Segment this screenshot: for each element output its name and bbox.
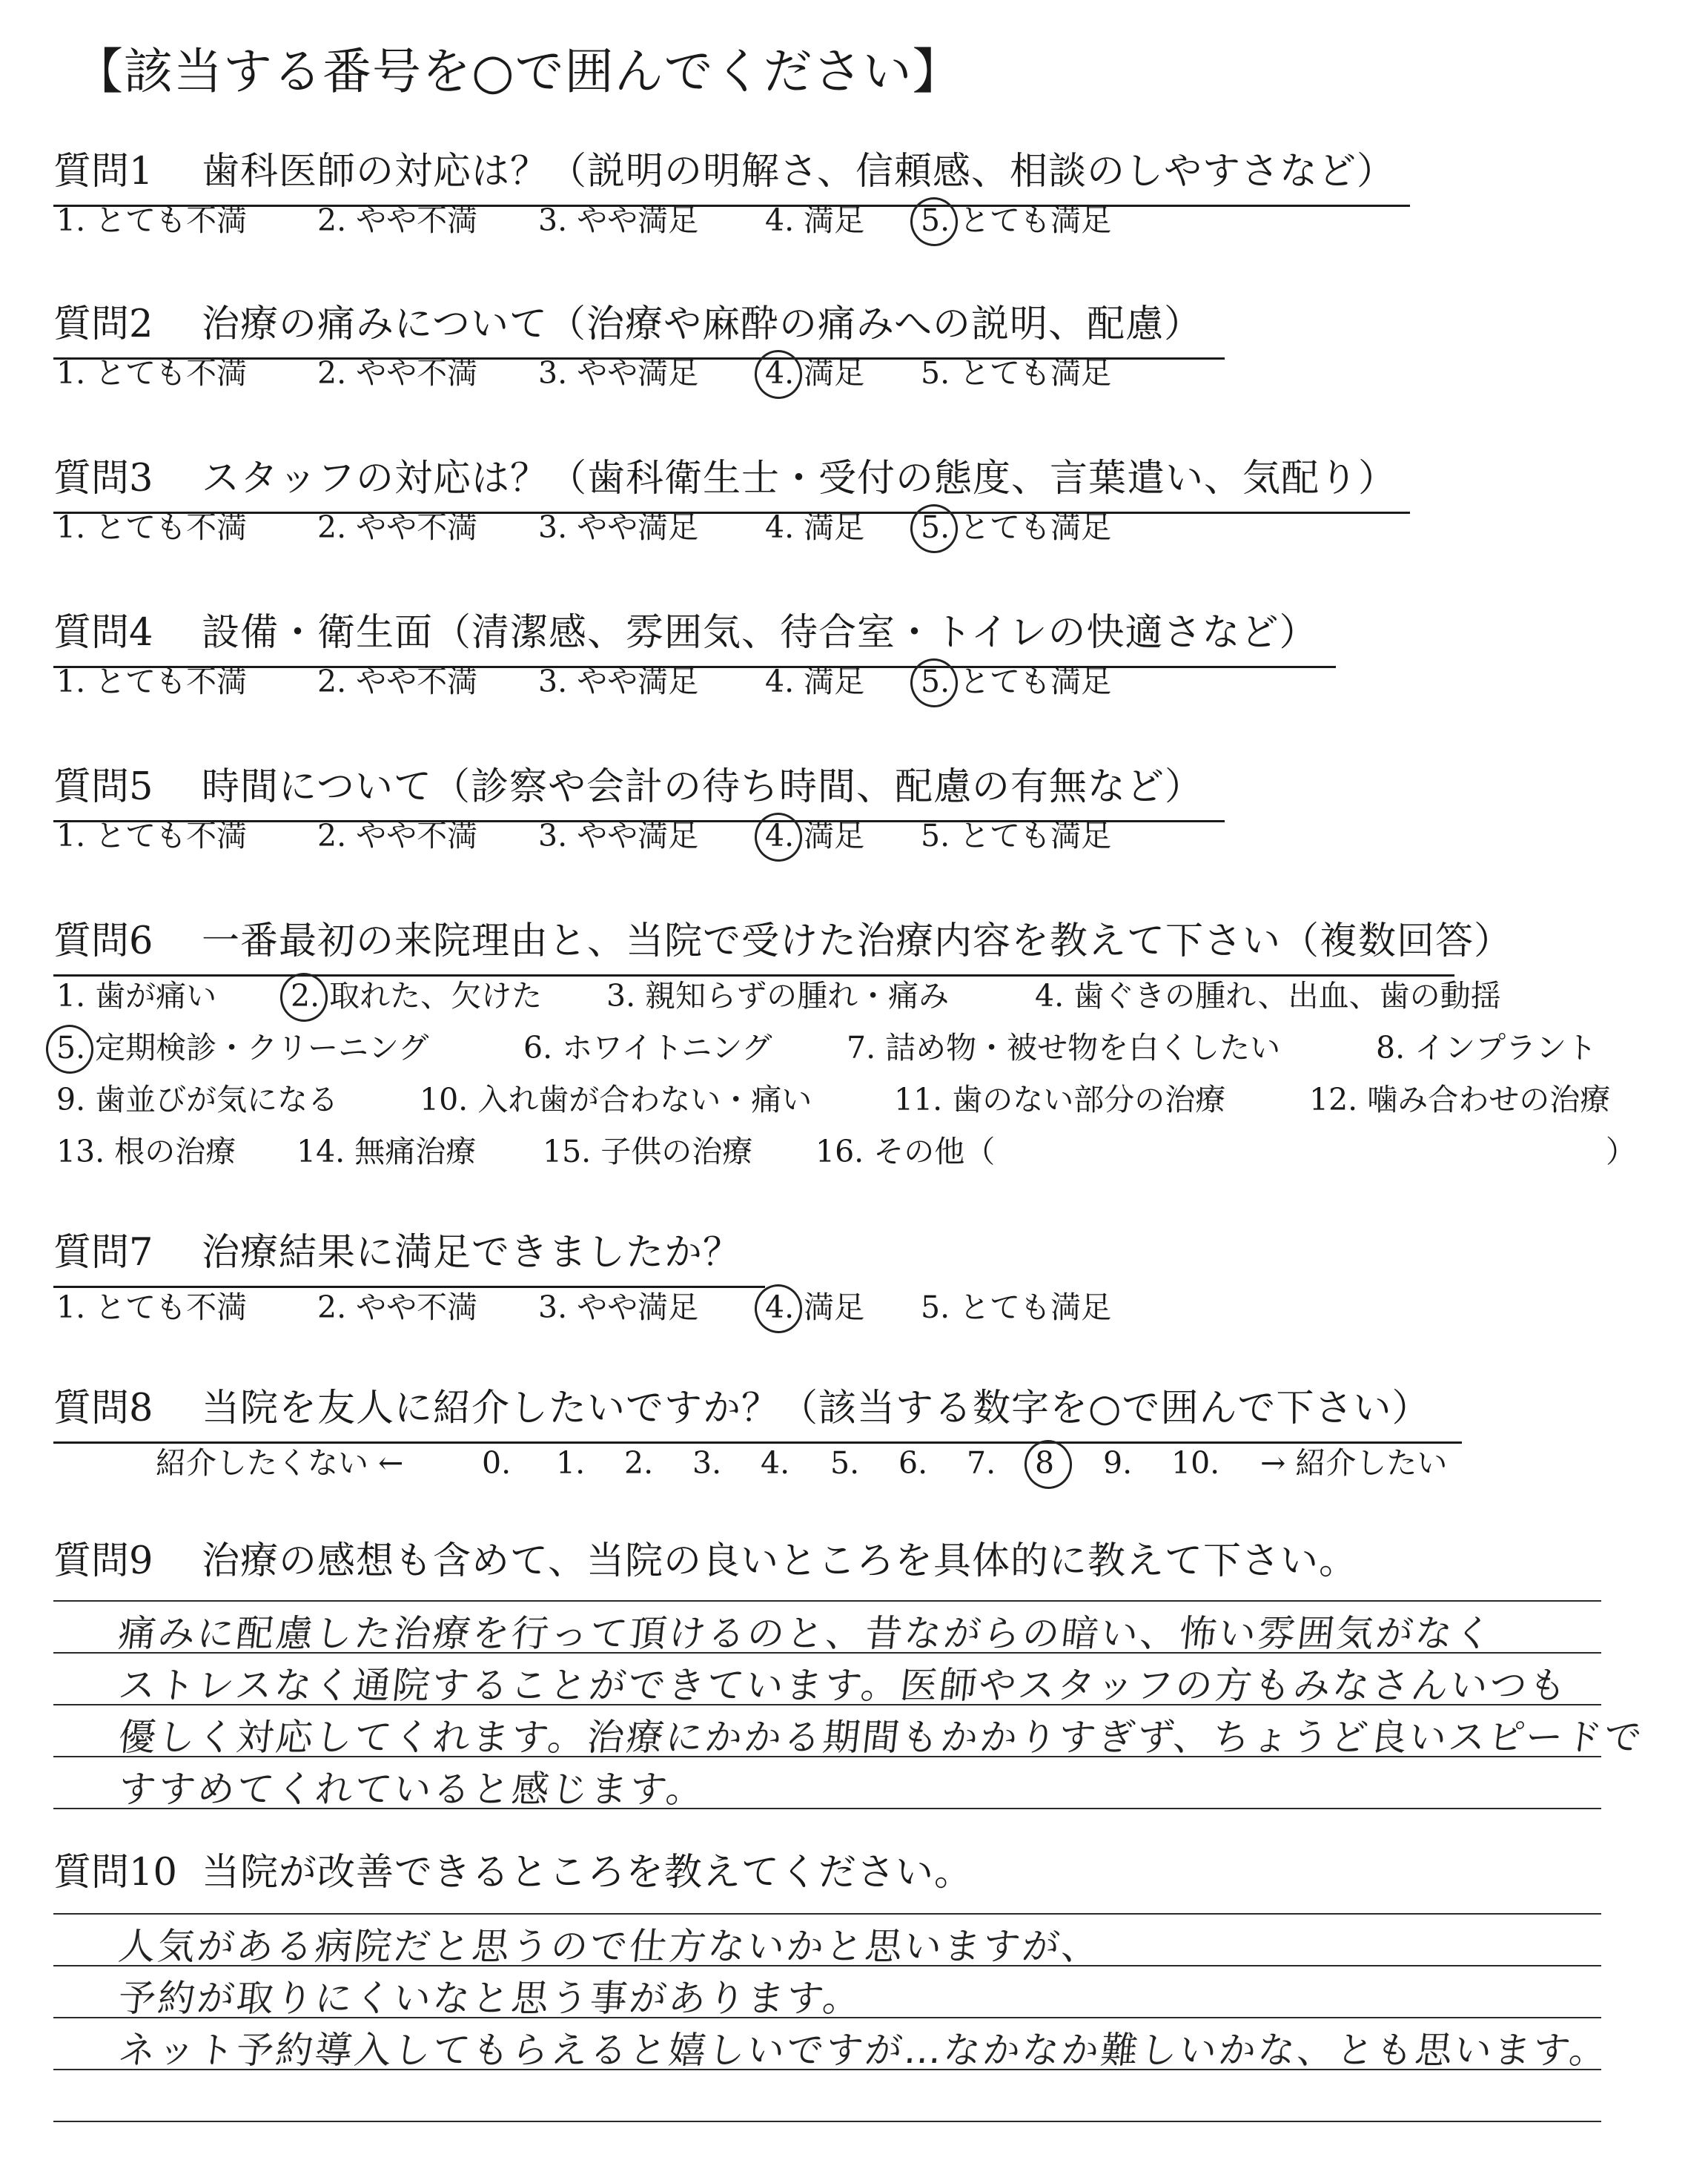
scale-9[interactable]: 9. [1103, 1445, 1133, 1481]
reason-8[interactable]: 8. インプラント [1376, 1030, 1598, 1066]
option-5-selected[interactable]: 5. とても満足 [921, 504, 1111, 550]
option-4-selected[interactable]: 4. 満足 [765, 1284, 864, 1330]
option-2[interactable]: 2. やや不満 [317, 509, 478, 545]
option-2[interactable]: 2. やや不満 [317, 664, 478, 699]
reason-12[interactable]: 12. 噛み合わせの治療 [1309, 1082, 1611, 1117]
question-text: 治療の感想も含めて、当院の良いところを具体的に教えて下さい。 [202, 1539, 1357, 1583]
option-3[interactable]: 3. やや満足 [538, 202, 699, 238]
question-number: 質問9 [53, 1539, 153, 1583]
option-4[interactable]: 4. 満足 [765, 509, 865, 545]
answer-line [53, 1600, 1601, 1602]
handwritten-answer-line: すすめてくれていると感じます。 [116, 1768, 708, 1811]
option-5[interactable]: 5. とても満足 [921, 818, 1112, 853]
question-3-heading [53, 452, 1410, 514]
reason-4[interactable]: 4. 歯ぐきの腫れ、出血、歯の動揺 [1035, 978, 1501, 1014]
reason-15[interactable]: 15. 子供の治療 [543, 1134, 753, 1169]
scale-5[interactable]: 5. [830, 1445, 860, 1481]
option-3[interactable]: 3. やや満足 [538, 664, 699, 699]
reason-11[interactable]: 11. 歯のない部分の治療 [894, 1082, 1226, 1117]
reason-7[interactable]: 7. 詰め物・被せ物を白くしたい [847, 1030, 1281, 1066]
option-4-selected[interactable]: 4. 満足 [765, 813, 864, 859]
question-number: 質問3 [53, 457, 153, 501]
handwritten-answer-line: 予約が取りにくいなと思う事があります。 [116, 1977, 865, 2020]
question-text: 一番最初の来院理由と、当院で受けた治療内容を教えて下さい（複数回答） [202, 919, 1513, 963]
scale-8-selected[interactable]: 8 [1035, 1440, 1054, 1486]
reason-2-selected[interactable]: 2. 取れた、欠けた [291, 973, 542, 1019]
question-number: 質問5 [53, 765, 153, 809]
reason-16-other[interactable]: 16. その他（ [815, 1134, 996, 1169]
reason-13[interactable]: 13. 根の治療 [56, 1134, 236, 1169]
reason-9[interactable]: 9. 歯並びが気になる [56, 1082, 339, 1117]
question-number: 質問6 [53, 919, 153, 963]
option-5-selected[interactable]: 5. とても満足 [921, 197, 1111, 243]
scale-4[interactable]: 4. [761, 1445, 790, 1481]
scale-left-label: 紹介したくない ← [156, 1445, 404, 1481]
scale-3[interactable]: 3. [692, 1445, 722, 1481]
other-close-paren: ） [1606, 1134, 1636, 1169]
question-6-heading [53, 915, 1513, 977]
question-text: スタッフの対応は？（歯科衛生士・受付の態度、言葉遣い、気配り） [202, 457, 1397, 501]
question-number: 質問4 [53, 611, 153, 655]
question-9-heading [53, 1535, 1357, 1594]
question-text: 歯科医師の対応は？（説明の明解さ、信頼感、相談のしやすさなど） [202, 150, 1395, 194]
handwritten-answer-line: ストレスなく通院することができています。医師やスタッフの方もみなさんいつも [116, 1664, 1571, 1707]
option-1[interactable]: 1. とても不満 [56, 1289, 248, 1325]
option-5-selected[interactable]: 5. とても満足 [921, 658, 1111, 704]
answer-line [53, 1913, 1601, 1915]
handwritten-answer-line: ネット予約導入してもらえると嬉しいですが…なかなか難しいかな、とも思います。 [116, 2029, 1612, 2072]
handwritten-answer-line: 優しく対応してくれます。治療にかかる期間もかかりすぎず、ちょうど良いスピードで [116, 1716, 1646, 1759]
handwritten-answer-line: 人気がある病院だと思うので仕方ないかと思いますが、 [116, 1925, 1104, 1968]
option-2[interactable]: 2. やや不満 [317, 355, 478, 391]
reason-10[interactable]: 10. 入れ歯が合わない・痛い [420, 1082, 812, 1117]
answer-line [53, 2121, 1601, 2122]
question-10-heading [53, 1846, 1017, 1906]
question-number: 質問7 [53, 1231, 153, 1275]
scale-right-label: → 紹介したい [1260, 1445, 1448, 1481]
scale-7[interactable]: 7. [967, 1445, 996, 1481]
option-4[interactable]: 4. 満足 [765, 664, 865, 699]
question-7-heading [53, 1226, 765, 1288]
option-3[interactable]: 3. やや満足 [538, 818, 699, 853]
scale-1[interactable]: 1. [556, 1445, 586, 1481]
question-8-heading [53, 1382, 1462, 1444]
question-text: 当院が改善できるところを教えてください。 [202, 1851, 973, 1895]
instruction-title: 【該当する番号を○で囲んでください】 [74, 43, 962, 100]
reason-1[interactable]: 1. 歯が痛い [56, 978, 217, 1014]
question-text: 設備・衛生面（清潔感、雰囲気、待合室・トイレの快適さなど） [202, 611, 1318, 655]
reason-5-selected[interactable]: 5. 定期検診・クリーニング [56, 1025, 428, 1071]
question-text: 治療結果に満足できましたか？ [202, 1231, 742, 1275]
option-3[interactable]: 3. やや満足 [538, 1289, 699, 1325]
question-text: 治療の痛みについて（治療や麻酔の痛みへの説明、配慮） [202, 303, 1202, 346]
option-4[interactable]: 4. 満足 [765, 202, 865, 238]
question-number: 質問1 [53, 150, 153, 194]
question-text: 時間について（診察や会計の待ち時間、配慮の有無など） [202, 765, 1203, 809]
option-2[interactable]: 2. やや不満 [317, 818, 478, 853]
option-2[interactable]: 2. やや不満 [317, 1289, 478, 1325]
option-2[interactable]: 2. やや不満 [317, 202, 478, 238]
handwritten-answer-line: 痛みに配慮した治療を行って頂けるのと、昔ながらの暗い、怖い雰囲気がなく [116, 1612, 1497, 1655]
scale-2[interactable]: 2. [624, 1445, 654, 1481]
option-5[interactable]: 5. とても満足 [921, 355, 1112, 391]
option-1[interactable]: 1. とても不満 [56, 664, 248, 699]
question-1-heading [53, 145, 1410, 207]
scale-0[interactable]: 0. [482, 1445, 512, 1481]
option-1[interactable]: 1. とても不満 [56, 202, 248, 238]
option-1[interactable]: 1. とても不満 [56, 818, 248, 853]
option-4-selected[interactable]: 4. 満足 [765, 350, 864, 396]
option-3[interactable]: 3. やや満足 [538, 355, 699, 391]
question-number: 質問2 [53, 303, 153, 346]
scale-6[interactable]: 6. [898, 1445, 928, 1481]
option-3[interactable]: 3. やや満足 [538, 509, 699, 545]
question-number: 質問10 [53, 1851, 177, 1895]
option-1[interactable]: 1. とても不満 [56, 355, 248, 391]
option-1[interactable]: 1. とても不満 [56, 509, 248, 545]
question-text: 当院を友人に紹介したいですか？（該当する数字を○で囲んで下さい） [202, 1387, 1431, 1430]
reason-6[interactable]: 6. ホワイトニング [523, 1030, 772, 1066]
scale-10[interactable]: 10. [1171, 1445, 1220, 1481]
question-number: 質問8 [53, 1387, 153, 1430]
recommend-scale [156, 1440, 1490, 1486]
option-5[interactable]: 5. とても満足 [921, 1289, 1112, 1325]
reason-3[interactable]: 3. 親知らずの腫れ・痛み [606, 978, 950, 1014]
reason-14[interactable]: 14. 無痛治療 [297, 1134, 477, 1169]
